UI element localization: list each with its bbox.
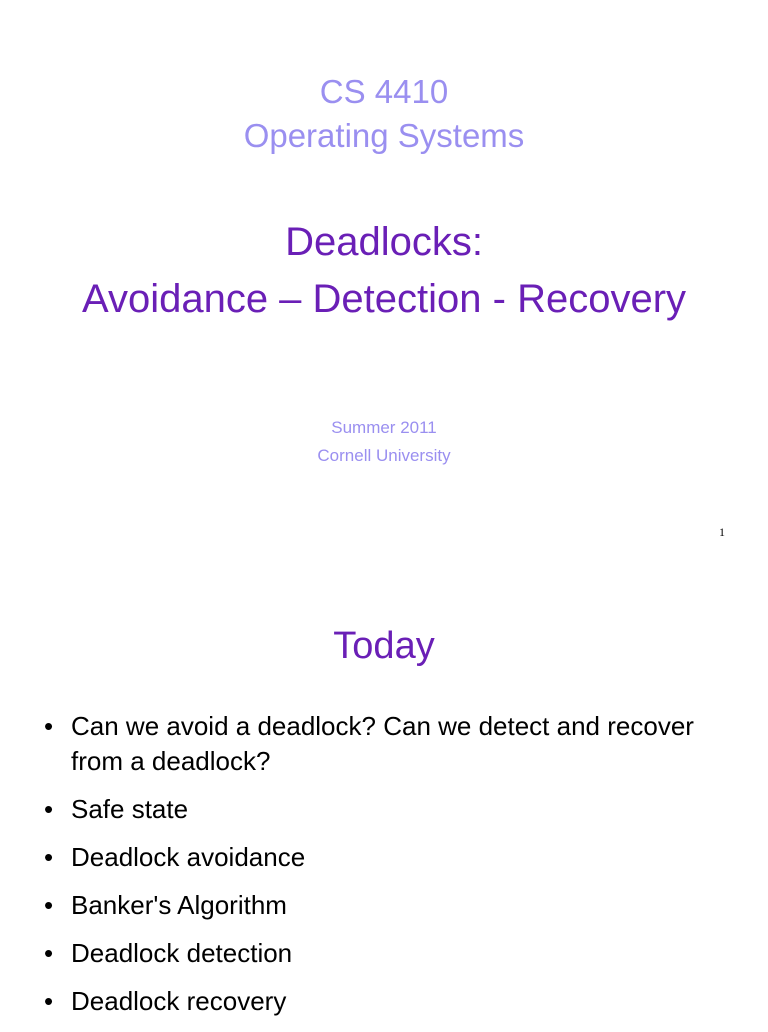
agenda-list: [44, 709, 744, 1032]
course-name: Operating Systems: [243, 117, 525, 154]
agenda-item: • Can we avoid a deadlock? Can we detect and recover from a deadlock?: [44, 709, 744, 779]
institution-label: Cornell University: [317, 446, 451, 465]
agenda-item: • Safe state: [44, 792, 744, 827]
agenda-item: • Deadlock detection: [44, 936, 744, 971]
term-label: Summer 2011: [331, 418, 437, 437]
agenda-title: Today: [333, 625, 435, 667]
course-code: CS 4410: [319, 73, 449, 110]
slide-title-line-1: Deadlocks:: [285, 220, 483, 264]
slide-title-line-2: Avoidance – Detection - Recovery: [81, 277, 687, 321]
page-number: 1: [719, 525, 725, 539]
agenda-item: • Deadlock avoidance: [44, 840, 744, 875]
agenda-item: • Banker's Algorithm: [44, 888, 744, 923]
agenda-item: • Deadlock recovery: [44, 984, 744, 1019]
